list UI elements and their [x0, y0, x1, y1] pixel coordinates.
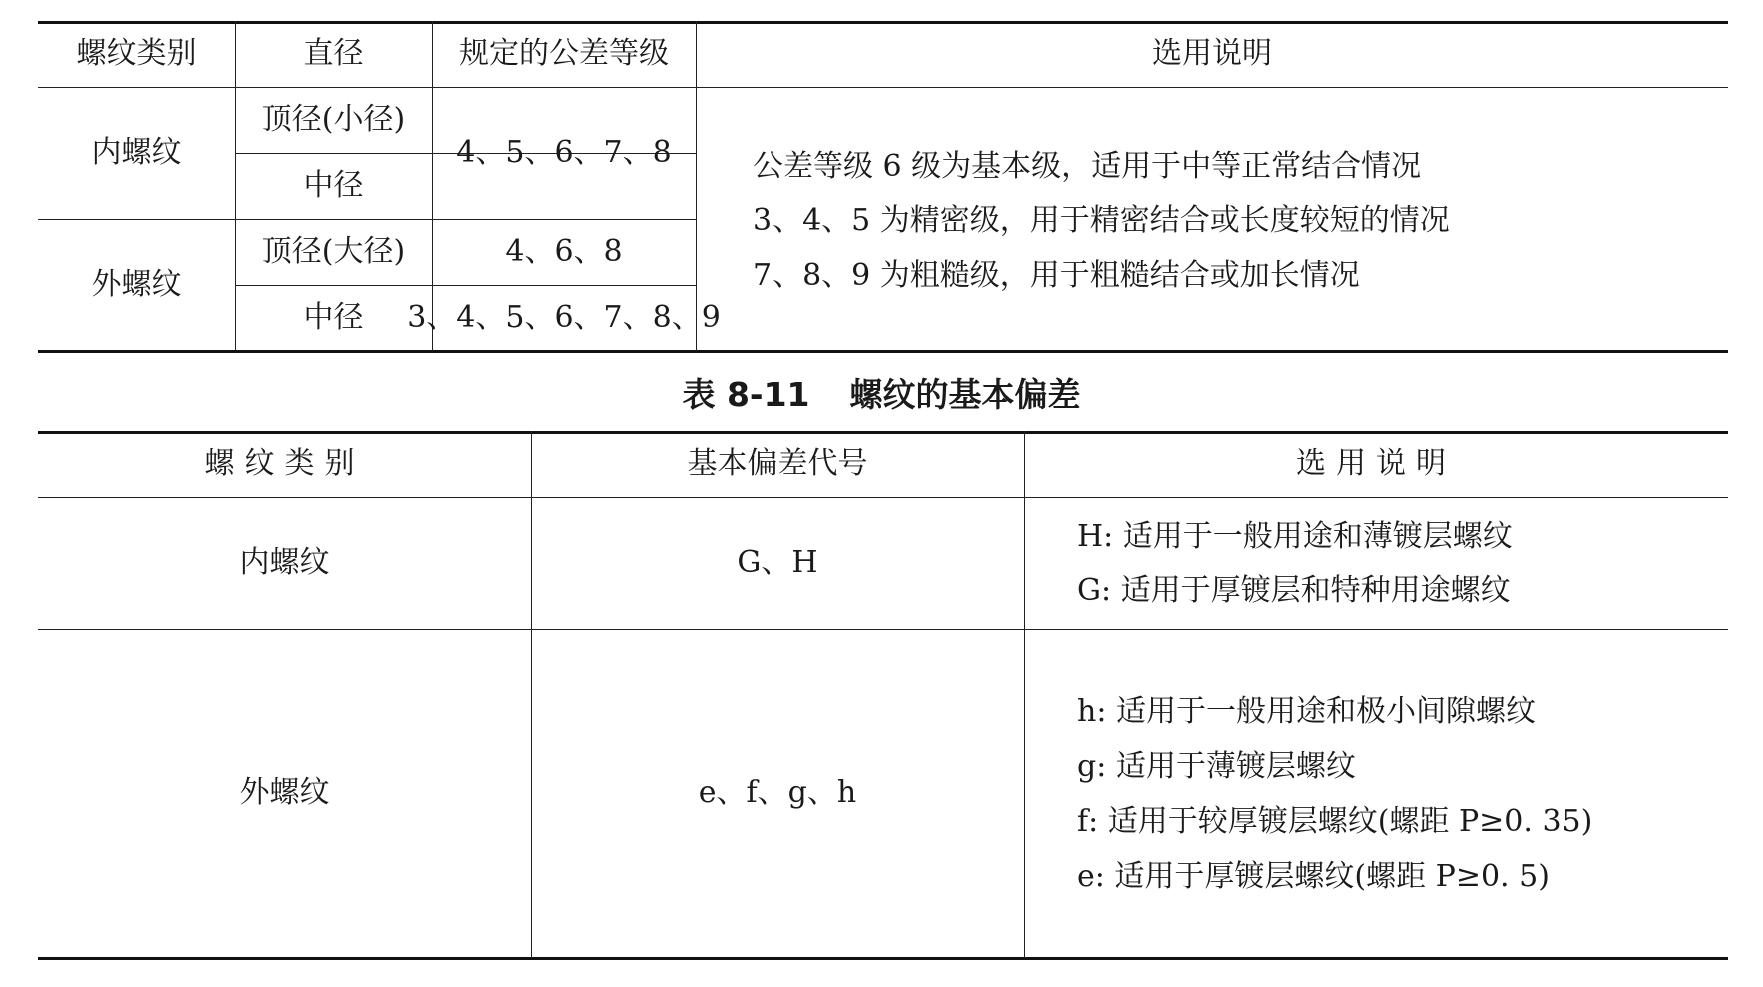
- table2-row-note: g: 适用于薄镀层螺纹: [1077, 749, 1356, 784]
- table1-note: 7、8、9 为粗糙级，用于粗糙结合或加长情况: [753, 258, 1360, 293]
- table2-header-category: 螺纹类别: [204, 446, 365, 481]
- table1-internal-pitch-diameter: 中径: [303, 168, 364, 203]
- table2-row-codes: e、f、g、h: [698, 775, 857, 810]
- table2-row-note: e: 适用于厚镀层螺纹(螺距 P≥0. 5): [1077, 859, 1550, 894]
- table1-external-crest-diameter: 顶径(大径): [261, 234, 406, 269]
- table1-header-diameter: 直径: [303, 36, 364, 71]
- table1-header-grade: 规定的公差等级: [459, 36, 669, 71]
- table2-caption: [0, 375, 1763, 414]
- table1-external-pitch-grades: 3、4、5、6、7、8、9: [407, 299, 721, 335]
- table2-header-code: 基本偏差代号: [687, 446, 868, 481]
- table1-external-crest-grades: 4、6、8: [505, 234, 623, 269]
- table2-row-note: h: 适用于一般用途和极小间隙螺纹: [1077, 694, 1536, 729]
- table1-internal-category: 内螺纹: [91, 135, 182, 170]
- table1-header-category: 螺纹类别: [76, 36, 197, 71]
- table2-row-note: H: 适用于一般用途和薄镀层螺纹: [1077, 519, 1513, 554]
- table1-external-category: 外螺纹: [91, 266, 182, 302]
- table1-note: 3、4、5 为精密级，用于精密结合或长度较短的情况: [753, 203, 1450, 238]
- table2-caption-number: 表 8-11: [682, 375, 810, 414]
- table2-header-notes: 选用说明: [1296, 446, 1456, 481]
- table2-caption-title: 螺纹的基本偏差: [849, 375, 1081, 414]
- table2-bottom-rule: [38, 957, 1728, 960]
- table1-internal-crest-diameter: 顶径(小径): [261, 102, 406, 137]
- table2-row-category: 外螺纹: [239, 775, 330, 810]
- table2-row-category: 内螺纹: [239, 545, 330, 580]
- table2-row-codes: G、H: [737, 545, 818, 580]
- table1-external-pitch-diameter: 中径: [303, 299, 364, 335]
- table1-internal-grades: 4、5、6、7、8: [456, 135, 672, 170]
- table1-note: 公差等级 6 级为基本级，适用于中等正常结合情况: [753, 149, 1422, 184]
- table2-row-note: f: 适用于较厚镀层螺纹(螺距 P≥0. 35): [1077, 804, 1593, 839]
- table2-col-rule: [1024, 431, 1025, 958]
- table1-header-notes: 选用说明: [1152, 36, 1272, 71]
- table2-row-note: G: 适用于厚镀层和特种用途螺纹: [1077, 573, 1511, 608]
- table1-bottom-rule: [38, 350, 1728, 353]
